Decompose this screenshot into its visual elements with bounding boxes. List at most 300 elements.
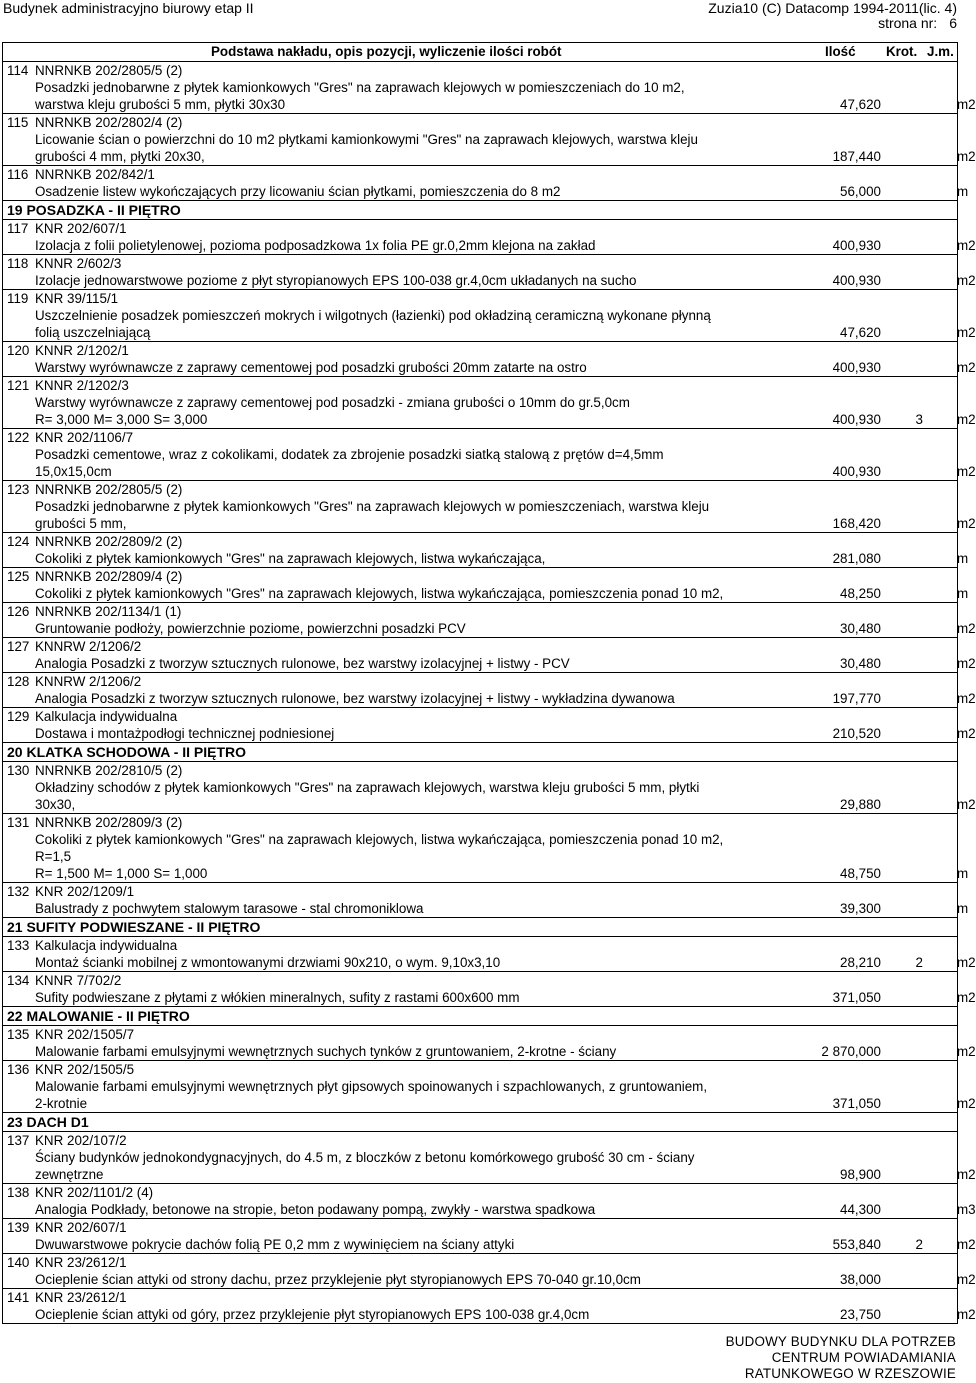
norm-code: KNR 202/1101/2 (4) bbox=[35, 1185, 154, 1200]
section-heading: 20 KLATKA SCHODOWA - II PIĘTRO bbox=[3, 743, 957, 762]
description-text: zewnętrzne bbox=[35, 1167, 104, 1182]
unit-value: m3 bbox=[957, 1202, 976, 1217]
description-line bbox=[35, 79, 957, 96]
description-line bbox=[35, 446, 957, 463]
unit-value: m2 bbox=[957, 97, 976, 112]
header-description: Podstawa nakładu, opis pozycji, wyliczenie ilości robót bbox=[211, 44, 562, 59]
section-heading: 22 MALOWANIE - II PIĘTRO bbox=[3, 1007, 957, 1026]
norm-code: NNRNKB 202/2809/2 (2) bbox=[35, 534, 183, 549]
table-row bbox=[3, 533, 969, 568]
section-heading: 21 SUFITY PODWIESZANE - II PIĘTRO bbox=[3, 918, 957, 937]
description-last-line bbox=[35, 690, 976, 707]
description-text: Sufity podwieszane z płytami z włókien mineralnych, sufity z rastami 600x600 mm bbox=[35, 990, 520, 1005]
unit-value: m2 bbox=[957, 516, 976, 531]
quantity-value: 48,750 bbox=[840, 866, 881, 881]
position-number: 129 bbox=[7, 709, 30, 724]
position-number: 124 bbox=[7, 534, 30, 549]
quantity-value: 56,000 bbox=[840, 184, 881, 199]
position-description bbox=[3, 359, 976, 376]
quantity-value: 400,930 bbox=[832, 360, 881, 375]
position-description bbox=[3, 1271, 976, 1288]
cost-estimate-table bbox=[2, 42, 976, 1324]
position-number: 128 bbox=[7, 674, 30, 689]
position-number: 122 bbox=[7, 430, 30, 445]
position-code bbox=[3, 972, 957, 989]
position-description bbox=[3, 131, 976, 165]
table-row bbox=[3, 114, 976, 166]
position-code bbox=[3, 290, 957, 307]
unit-value: m2 bbox=[957, 955, 976, 970]
position-number: 132 bbox=[7, 884, 30, 899]
table-row bbox=[3, 1132, 976, 1184]
description-text: 15,0x15,0cm bbox=[35, 464, 112, 479]
description-text: Osadzenie listew wykończających przy licowaniu ścian płytkami, pomieszczenia do 8 m2 bbox=[35, 184, 561, 199]
quantity-value: 400,930 bbox=[832, 464, 881, 479]
table-row bbox=[3, 429, 976, 481]
position-description bbox=[3, 620, 976, 637]
quantity-value: 30,480 bbox=[840, 621, 881, 636]
norm-code: NNRNKB 202/2802/4 (2) bbox=[35, 115, 183, 130]
description-last-line bbox=[35, 900, 969, 917]
table-row bbox=[3, 377, 976, 429]
position-code bbox=[3, 937, 957, 954]
position-number: 115 bbox=[7, 115, 29, 130]
repeat-value: 2 bbox=[915, 955, 923, 970]
description-text: Malowanie farbami emulsyjnymi wewnętrznych płyt gipsowych spoinowanych i szpachlowanych, z gruntowaniem, bbox=[35, 1079, 708, 1094]
unit-value: m2 bbox=[957, 273, 976, 288]
position-description bbox=[3, 1043, 976, 1060]
description-text: Cokoliki z płytek kamionkowych "Gres" na zaprawach klejowych, listwa wykańczająca, pomieszczenia ponad 10 m2, bbox=[35, 832, 724, 847]
description-last-line bbox=[35, 725, 976, 742]
quantity-value: 371,050 bbox=[832, 1096, 881, 1111]
table-row bbox=[3, 342, 976, 377]
position-number: 125 bbox=[7, 569, 30, 584]
position-code bbox=[3, 1254, 957, 1271]
norm-code: KNNR 2/1202/3 bbox=[35, 378, 129, 393]
description-last-line bbox=[35, 1201, 976, 1218]
position-code bbox=[3, 429, 957, 446]
norm-code: NNRNKB 202/1134/1 (1) bbox=[35, 604, 182, 619]
position-number: 114 bbox=[7, 63, 29, 78]
position-description bbox=[3, 1149, 976, 1183]
table-row bbox=[3, 255, 976, 290]
description-last-line bbox=[35, 796, 976, 813]
position-description bbox=[3, 1306, 976, 1323]
table-row bbox=[3, 673, 976, 708]
table-row bbox=[3, 1219, 976, 1254]
position-number: 140 bbox=[7, 1255, 30, 1270]
unit-value: m2 bbox=[957, 656, 976, 671]
unit-value: m bbox=[957, 184, 969, 199]
description-text: Ocieplenie ścian attyki od góry, przez przyklejenie płyt styropianowych EPS 100-038 gr.4,0cm bbox=[35, 1307, 590, 1322]
header-repeat: Krot. bbox=[886, 44, 918, 59]
position-number: 130 bbox=[7, 763, 30, 778]
page-header bbox=[0, 0, 960, 40]
unit-value: m2 bbox=[957, 412, 976, 427]
header-quantity: Ilość bbox=[825, 44, 856, 59]
description-line bbox=[35, 1149, 957, 1166]
description-text: folią uszczelniającą bbox=[35, 325, 151, 340]
position-code bbox=[3, 708, 957, 725]
description-text: Izolacja z folii polietylenowej, pozioma podposadzkowa 1x folia PE gr.0,2mm klejona na zakład bbox=[35, 238, 596, 253]
description-text: Posadzki cementowe, wraz z cokolikami, dodatek za zbrojenie posadzki siatką stalową z prętów d=4,5mm bbox=[35, 447, 664, 462]
position-number: 126 bbox=[7, 604, 30, 619]
description-line bbox=[35, 831, 957, 848]
position-number: 141 bbox=[7, 1290, 30, 1305]
quantity-value: 210,520 bbox=[832, 726, 881, 741]
section-heading: 19 POSADZKA - II PIĘTRO bbox=[3, 201, 957, 220]
position-description bbox=[3, 394, 976, 428]
position-description bbox=[3, 1078, 976, 1112]
position-number: 127 bbox=[7, 639, 30, 654]
quantity-value: 197,770 bbox=[832, 691, 881, 706]
description-line bbox=[35, 498, 957, 515]
page-label: strona nr: bbox=[878, 15, 938, 31]
position-code bbox=[3, 481, 957, 498]
norm-code: KNR 202/607/1 bbox=[35, 1220, 127, 1235]
position-code bbox=[3, 1061, 957, 1078]
unit-value: m bbox=[957, 551, 969, 566]
footer-line-3: RATUNKOWEGO W RZESZOWIE bbox=[744, 1366, 956, 1381]
table-header bbox=[2, 42, 958, 62]
norm-code: KNR 202/1209/1 bbox=[35, 884, 135, 899]
description-text: Warstwy wyrównawcze z zaprawy cementowej pod posadzki grubości 20mm zatarte na ostro bbox=[35, 360, 587, 375]
position-description bbox=[3, 550, 969, 567]
unit-value: m2 bbox=[957, 621, 976, 636]
description-last-line bbox=[35, 989, 976, 1006]
description-last-line bbox=[35, 1271, 976, 1288]
norm-code: KNNRW 2/1206/2 bbox=[35, 674, 142, 689]
position-description bbox=[3, 183, 969, 200]
description-text: Warstwy wyrównawcze z zaprawy cementowej pod posadzki - zmiana grubości o 10mm do gr.5,0cm bbox=[35, 395, 630, 410]
table-row bbox=[3, 603, 976, 638]
description-text: 2-krotnie bbox=[35, 1096, 88, 1111]
quantity-value: 39,300 bbox=[840, 901, 881, 916]
quantity-value: 400,930 bbox=[832, 412, 881, 427]
quantity-value: 281,080 bbox=[832, 551, 881, 566]
description-text: R=1,5 bbox=[35, 849, 72, 864]
description-line bbox=[35, 307, 957, 324]
description-text: R= 1,500 M= 1,000 S= 1,000 bbox=[35, 866, 208, 881]
quantity-value: 29,880 bbox=[840, 797, 881, 812]
quantity-value: 168,420 bbox=[832, 516, 881, 531]
position-description bbox=[3, 237, 976, 254]
position-description bbox=[3, 79, 976, 113]
table-row bbox=[3, 1184, 976, 1219]
norm-code: Kalkulacja indywidualna bbox=[35, 709, 178, 724]
table-row bbox=[3, 762, 976, 814]
unit-value: m2 bbox=[957, 990, 976, 1005]
position-description bbox=[3, 272, 976, 289]
quantity-value: 23,750 bbox=[840, 1307, 881, 1322]
position-number: 135 bbox=[7, 1027, 30, 1042]
quantity-value: 30,480 bbox=[840, 656, 881, 671]
position-code bbox=[3, 603, 957, 620]
position-code bbox=[3, 533, 957, 550]
description-text: Cokoliki z płytek kamionkowych "Gres" na zaprawach klejowych, listwa wykańczająca, bbox=[35, 551, 546, 566]
position-code bbox=[3, 762, 957, 779]
repeat-value: 3 bbox=[915, 412, 923, 427]
position-code bbox=[3, 1184, 957, 1201]
unit-value: m2 bbox=[957, 691, 976, 706]
description-line bbox=[35, 779, 957, 796]
norm-code: NNRNKB 202/2809/3 (2) bbox=[35, 815, 183, 830]
unit-value: m bbox=[957, 586, 969, 601]
table-row bbox=[3, 220, 976, 255]
header-unit: J.m. bbox=[927, 44, 954, 59]
position-code bbox=[3, 1219, 957, 1236]
table-row bbox=[3, 638, 976, 673]
description-text: Posadzki jednobarwne z płytek kamionkowych "Gres" na zaprawach klejowych w pomieszczeniach, warstwa kleju bbox=[35, 499, 710, 514]
position-number: 134 bbox=[7, 973, 30, 988]
table-row bbox=[3, 1289, 976, 1323]
unit-value: m2 bbox=[957, 797, 976, 812]
position-number: 117 bbox=[7, 221, 29, 236]
position-code bbox=[3, 1132, 957, 1149]
description-last-line bbox=[35, 1043, 976, 1060]
table-row bbox=[3, 708, 976, 743]
norm-code: NNRNKB 202/2809/4 (2) bbox=[35, 569, 183, 584]
quantity-value: 48,250 bbox=[840, 586, 881, 601]
position-number: 133 bbox=[7, 938, 30, 953]
description-line bbox=[35, 848, 957, 865]
quantity-value: 47,620 bbox=[840, 97, 881, 112]
description-text: Posadzki jednobarwne z płytek kamionkowych "Gres" na zaprawach klejowych w pomieszczeniach do 10 m2, bbox=[35, 80, 685, 95]
description-text: Dwuwarstwowe pokrycie dachów folią PE 0,2 mm z wywinięciem na ściany attyki bbox=[35, 1237, 515, 1252]
description-text: Licowanie ścian o powierzchni do 10 m2 płytkami kamionkowymi "Gres" na zaprawach klejowych, warstwa kleju bbox=[35, 132, 698, 147]
unit-value: m2 bbox=[957, 1096, 976, 1111]
quantity-value: 28,210 bbox=[840, 955, 881, 970]
position-description bbox=[3, 1201, 976, 1218]
description-text: Dostawa i montażpodłogi technicznej podniesionej bbox=[35, 726, 335, 741]
position-number: 118 bbox=[7, 256, 29, 271]
position-number: 138 bbox=[7, 1185, 30, 1200]
description-last-line bbox=[35, 463, 976, 480]
footer-project-name bbox=[726, 1334, 956, 1382]
description-text: Ocieplenie ścian attyki od strony dachu, przez przyklejenie płyt styropianowych EPS 70-040 gr.10,0cm bbox=[35, 1272, 641, 1287]
position-code bbox=[3, 1289, 957, 1306]
description-text: Analogia Posadzki z tworzyw sztucznych rulonowe, bez warstwy izolacyjnej + listwy - wykładzina dywanowa bbox=[35, 691, 675, 706]
position-description bbox=[3, 585, 969, 602]
description-text: grubości 5 mm, bbox=[35, 516, 127, 531]
description-last-line bbox=[35, 550, 969, 567]
table-row bbox=[3, 1026, 976, 1061]
unit-value: m2 bbox=[957, 238, 976, 253]
description-text: Uszczelnienie posadzek pomieszczeń mokrych i wilgotnych (łazienki) pod okładziną ceramiczną wykonane płynną bbox=[35, 308, 711, 323]
repeat-value: 2 bbox=[915, 1237, 923, 1252]
position-description bbox=[3, 954, 976, 971]
norm-code: NNRNKB 202/2805/5 (2) bbox=[35, 482, 183, 497]
page-indicator bbox=[878, 15, 957, 31]
table-row bbox=[3, 1061, 976, 1113]
software-label: Zuzia10 (C) Datacomp 1994-2011(lic. 4) bbox=[708, 0, 957, 16]
position-number: 139 bbox=[7, 1220, 30, 1235]
norm-code: KNNR 7/702/2 bbox=[35, 973, 122, 988]
norm-code: KNR 23/2612/1 bbox=[35, 1255, 127, 1270]
description-last-line bbox=[35, 515, 976, 532]
footer-line-2: CENTRUM POWIADAMIANIA bbox=[771, 1350, 956, 1365]
unit-value: m bbox=[957, 866, 969, 881]
description-last-line bbox=[35, 1236, 976, 1253]
position-number: 136 bbox=[7, 1062, 30, 1077]
unit-value: m2 bbox=[957, 726, 976, 741]
quantity-value: 371,050 bbox=[832, 990, 881, 1005]
description-text: Montaż ścianki mobilnej z wmontowanymi drzwiami 90x210, o wym. 9,10x3,10 bbox=[35, 955, 501, 970]
position-code bbox=[3, 255, 957, 272]
description-last-line bbox=[35, 324, 976, 341]
table-row bbox=[3, 290, 976, 342]
position-description bbox=[3, 831, 969, 882]
description-text: 30x30, bbox=[35, 797, 76, 812]
quantity-value: 44,300 bbox=[840, 1202, 881, 1217]
unit-value: m2 bbox=[957, 464, 976, 479]
table-row bbox=[3, 937, 976, 972]
table-row bbox=[3, 1254, 976, 1289]
description-last-line bbox=[35, 585, 969, 602]
position-description bbox=[3, 1236, 976, 1253]
norm-code: NNRNKB 202/842/1 bbox=[35, 167, 155, 182]
unit-value: m2 bbox=[957, 149, 976, 164]
position-code bbox=[3, 673, 957, 690]
position-number: 119 bbox=[7, 291, 29, 306]
position-code bbox=[3, 220, 957, 237]
table-row bbox=[3, 972, 976, 1007]
description-text: Cokoliki z płytek kamionkowych "Gres" na zaprawach klejowych, listwa wykańczająca, pomieszczenia ponad 10 m2, bbox=[35, 586, 724, 601]
position-code bbox=[3, 568, 957, 585]
unit-value: m2 bbox=[957, 1237, 976, 1252]
page-number: 6 bbox=[949, 15, 957, 31]
norm-code: KNR 39/115/1 bbox=[35, 291, 119, 306]
unit-value: m2 bbox=[957, 1272, 976, 1287]
position-number: 121 bbox=[7, 378, 30, 393]
description-last-line bbox=[35, 411, 976, 428]
description-line bbox=[35, 131, 957, 148]
unit-value: m2 bbox=[957, 1307, 976, 1322]
position-number: 131 bbox=[7, 815, 30, 830]
description-last-line bbox=[35, 865, 969, 882]
position-description bbox=[3, 307, 976, 341]
description-last-line bbox=[35, 1166, 976, 1183]
unit-value: m2 bbox=[957, 360, 976, 375]
norm-code: KNR 23/2612/1 bbox=[35, 1290, 127, 1305]
description-last-line bbox=[35, 96, 976, 113]
position-description bbox=[3, 779, 976, 813]
position-code bbox=[3, 166, 957, 183]
norm-code: KNR 202/607/1 bbox=[35, 221, 127, 236]
unit-value: m bbox=[957, 901, 969, 916]
description-text: Analogia Posadzki z tworzyw sztucznych rulonowe, bez warstwy izolacyjnej + listwy - PCV bbox=[35, 656, 570, 671]
norm-code: KNR 202/1106/7 bbox=[35, 430, 134, 445]
norm-code: KNR 202/107/2 bbox=[35, 1133, 127, 1148]
position-number: 137 bbox=[7, 1133, 30, 1148]
description-text: R= 3,000 M= 3,000 S= 3,000 bbox=[35, 412, 208, 427]
description-text: Analogia Podkłady, betonowe na stropie, beton podawany pompą, zwykły - warstwa spadkowa bbox=[35, 1202, 596, 1217]
norm-code: NNRNKB 202/2805/5 (2) bbox=[35, 63, 183, 78]
description-last-line bbox=[35, 620, 976, 637]
unit-value: m2 bbox=[957, 325, 976, 340]
description-line bbox=[35, 394, 957, 411]
table-row bbox=[3, 62, 976, 114]
position-code bbox=[3, 1026, 957, 1043]
quantity-value: 400,930 bbox=[832, 238, 881, 253]
norm-code: Kalkulacja indywidualna bbox=[35, 938, 178, 953]
description-last-line bbox=[35, 1095, 976, 1112]
description-last-line bbox=[35, 272, 976, 289]
norm-code: KNR 202/1505/7 bbox=[35, 1027, 135, 1042]
position-code bbox=[3, 342, 957, 359]
project-title: Budynek administracyjno biurowy etap II bbox=[3, 0, 254, 16]
description-text: Malowanie farbami emulsyjnymi wewnętrznych suchych tynków z gruntowaniem, 2-krotne - ściany bbox=[35, 1044, 617, 1059]
quantity-value: 98,900 bbox=[840, 1167, 881, 1182]
position-code bbox=[3, 814, 957, 831]
position-code bbox=[3, 377, 957, 394]
position-description bbox=[3, 655, 976, 672]
position-description bbox=[3, 446, 976, 480]
position-description bbox=[3, 900, 969, 917]
footer-line-1: BUDOWY BUDYNKU DLA POTRZEB bbox=[725, 1334, 956, 1349]
position-code bbox=[3, 638, 957, 655]
description-last-line bbox=[35, 1306, 976, 1323]
description-text: Gruntowanie podłoży, powierzchnie poziome, powierzchni posadzki PCV bbox=[35, 621, 466, 636]
unit-value: m2 bbox=[957, 1044, 976, 1059]
quantity-value: 47,620 bbox=[840, 325, 881, 340]
position-code bbox=[3, 114, 957, 131]
description-text: Okładziny schodów z płytek kamionkowych "Gres" na zaprawach klejowych, warstwa kleju grubości 5 mm, płytki bbox=[35, 780, 700, 795]
position-description bbox=[3, 498, 976, 532]
position-number: 120 bbox=[7, 343, 30, 358]
position-description bbox=[3, 725, 976, 742]
description-last-line bbox=[35, 183, 969, 200]
norm-code: KNNRW 2/1206/2 bbox=[35, 639, 142, 654]
position-description bbox=[3, 690, 976, 707]
norm-code: NNRNKB 202/2810/5 (2) bbox=[35, 763, 183, 778]
table-row bbox=[3, 568, 969, 603]
quantity-value: 400,930 bbox=[832, 273, 881, 288]
position-code bbox=[3, 883, 957, 900]
unit-value: m2 bbox=[957, 1167, 976, 1182]
description-text: grubości 4 mm, płytki 20x30, bbox=[35, 149, 205, 164]
quantity-value: 187,440 bbox=[832, 149, 881, 164]
position-code bbox=[3, 62, 957, 79]
description-last-line bbox=[35, 655, 976, 672]
quantity-value: 38,000 bbox=[840, 1272, 881, 1287]
table-row bbox=[3, 481, 976, 533]
description-last-line bbox=[35, 148, 976, 165]
quantity-value: 2 870,000 bbox=[821, 1044, 881, 1059]
description-text: Balustrady z pochwytem stalowym tarasowe - stal chromoniklowa bbox=[35, 901, 424, 916]
table-row bbox=[3, 166, 969, 201]
description-line bbox=[35, 1078, 957, 1095]
norm-code: KNR 202/1505/5 bbox=[35, 1062, 135, 1077]
software-info bbox=[708, 0, 957, 31]
description-text: warstwa kleju grubości 5 mm, płytki 30x30 bbox=[35, 97, 286, 112]
table-row bbox=[3, 814, 969, 883]
position-number: 116 bbox=[7, 167, 29, 182]
description-text: Izolacje jednowarstwowe poziome z płyt styropianowych EPS 100-038 gr.4,0cm układanych na sucho bbox=[35, 273, 637, 288]
description-last-line bbox=[35, 359, 976, 376]
section-heading: 23 DACH D1 bbox=[3, 1113, 957, 1132]
norm-code: KNNR 2/602/3 bbox=[35, 256, 122, 271]
position-number: 123 bbox=[7, 482, 30, 497]
table-row bbox=[3, 883, 969, 918]
norm-code: KNNR 2/1202/1 bbox=[35, 343, 129, 358]
table-body bbox=[2, 62, 976, 1324]
description-last-line bbox=[35, 237, 976, 254]
description-last-line bbox=[35, 954, 976, 971]
description-text: Ściany budynków jednokondygnacyjnych, do 4.5 m, z bloczków z betonu komórkowego grubość 30 cm - ściany bbox=[35, 1150, 695, 1165]
quantity-value: 553,840 bbox=[832, 1237, 881, 1252]
position-description bbox=[3, 989, 976, 1006]
